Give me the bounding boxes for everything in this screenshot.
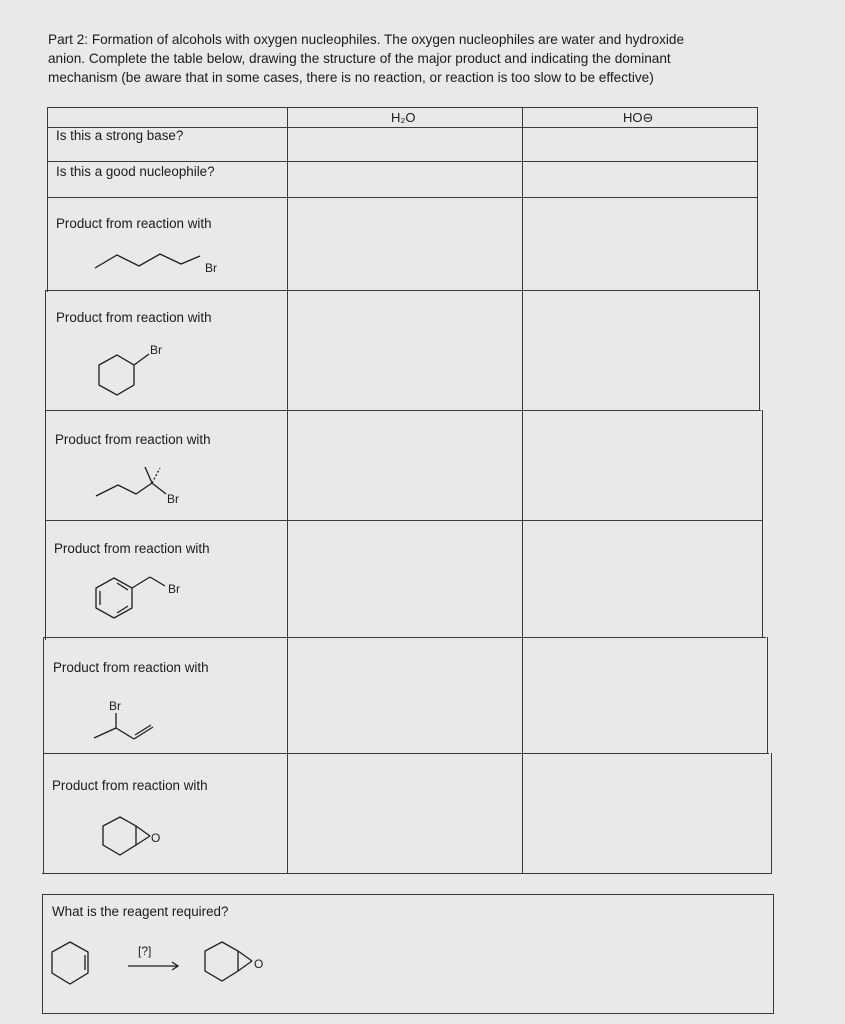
column-header-water: H₂O bbox=[391, 110, 416, 125]
bromine-atom-label: Br bbox=[205, 261, 217, 275]
row-label-product-1: Product from reaction with bbox=[56, 216, 212, 231]
reagent-placeholder: [?] bbox=[138, 944, 152, 958]
cyclohexene-reactant bbox=[52, 942, 88, 984]
row-label-product-2: Product from reaction with bbox=[56, 310, 212, 325]
reagent-question: What is the reagent required? bbox=[52, 904, 229, 919]
instructions-line-1: Part 2: Formation of alcohols with oxygen nucleophiles. The oxygen nucleophiles are water and hydroxide bbox=[48, 32, 685, 47]
row-label-product-5: Product from reaction with bbox=[53, 660, 209, 675]
row-label-product-6: Product from reaction with bbox=[52, 778, 208, 793]
column-header-hydroxide: HO⊖ bbox=[623, 110, 654, 125]
bromine-atom-label: Br bbox=[109, 699, 121, 713]
oxygen-atom-label: O bbox=[254, 957, 264, 971]
row-label-product-4: Product from reaction with bbox=[54, 541, 210, 556]
bromine-atom-label: Br bbox=[168, 582, 180, 596]
epoxide-product bbox=[205, 942, 238, 981]
instructions-line-2: anion. Complete the table below, drawing the structure of the major product and indicating the dominant bbox=[48, 51, 671, 66]
row-label-good-nucleophile: Is this a good nucleophile? bbox=[56, 164, 215, 179]
bromine-atom-label: Br bbox=[150, 343, 162, 357]
instructions-line-3: mechanism (be aware that in some cases, there is no reaction, or reaction is too slow to be effective) bbox=[48, 70, 654, 85]
row-label-strong-base: Is this a strong base? bbox=[56, 128, 184, 143]
bromine-atom-label: Br bbox=[167, 492, 179, 506]
oxygen-atom-label: O bbox=[151, 831, 161, 845]
row-label-product-3: Product from reaction with bbox=[55, 432, 211, 447]
